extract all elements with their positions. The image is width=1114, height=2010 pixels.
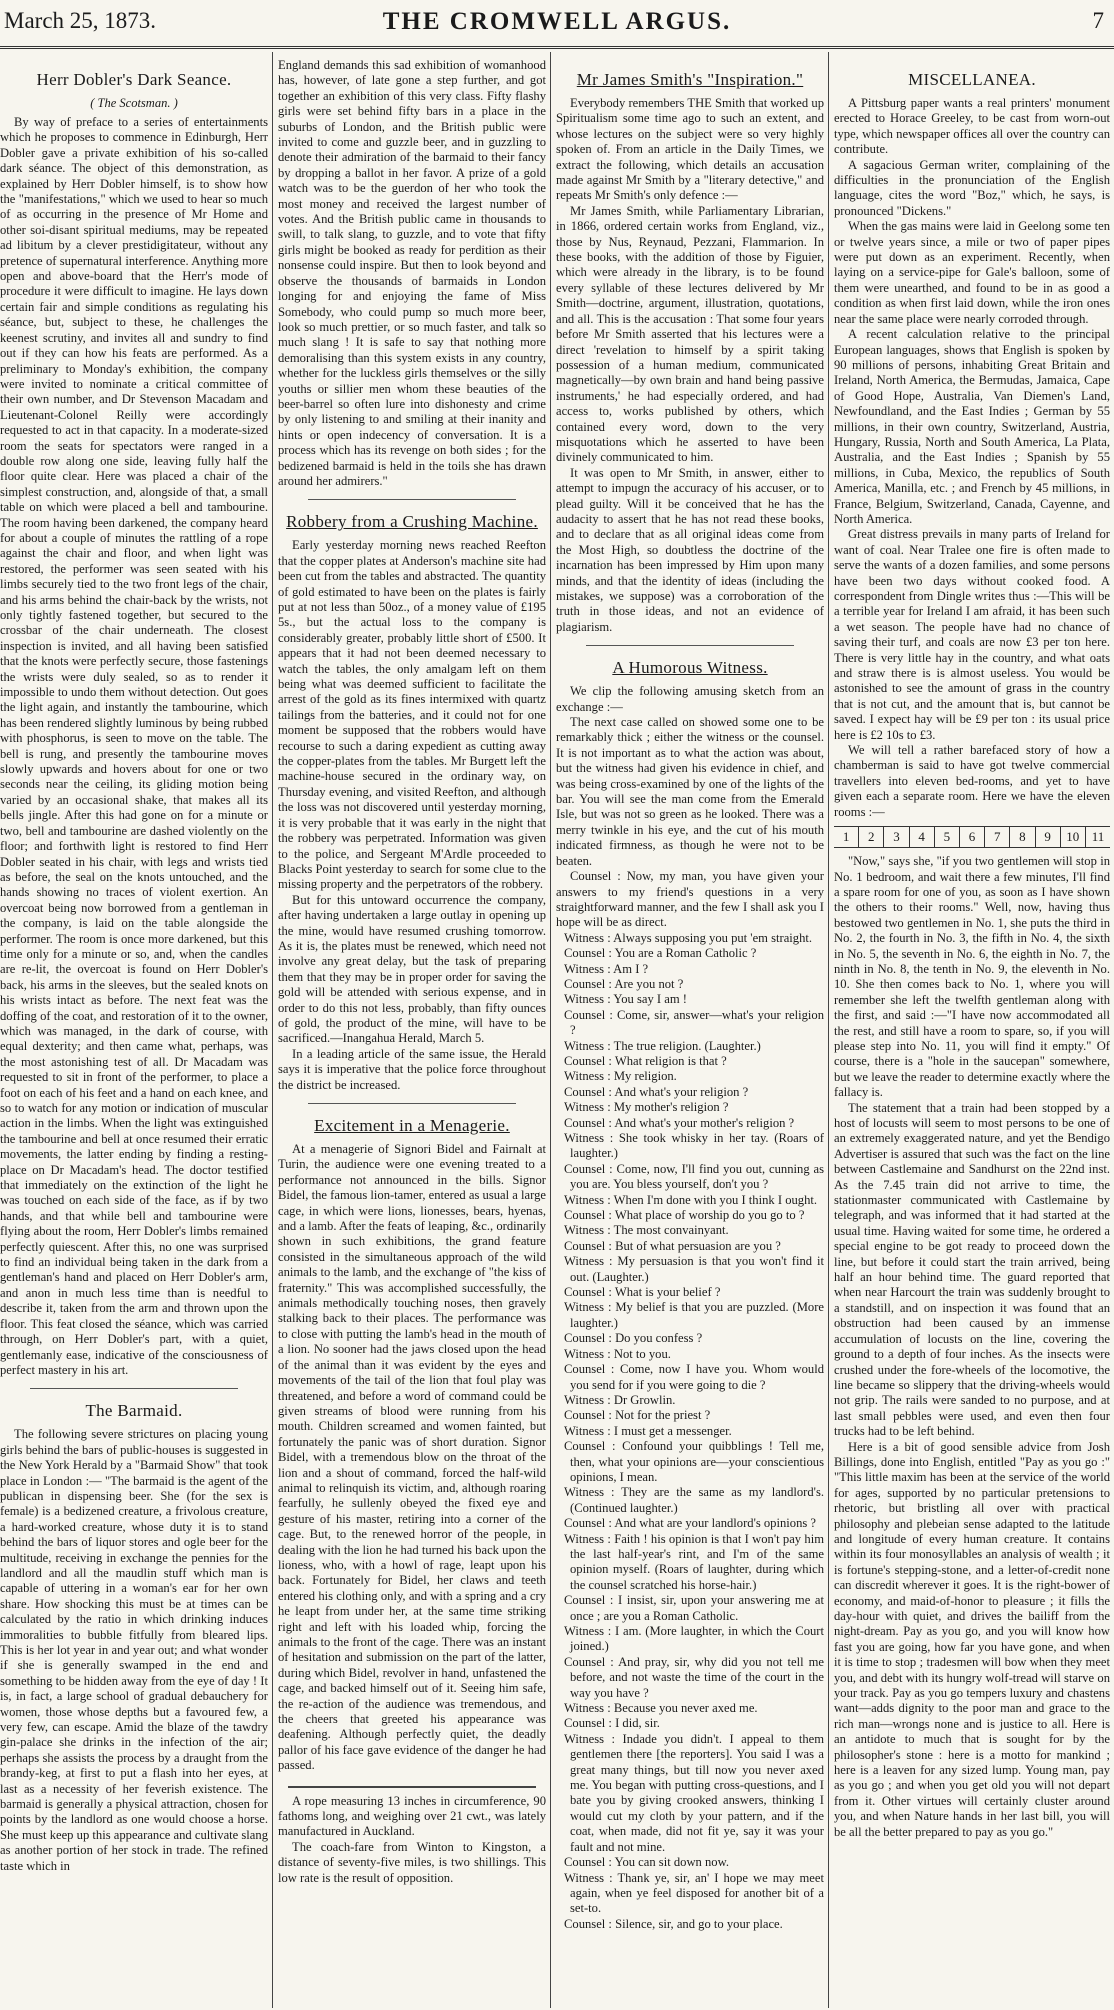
article-divider [308, 499, 516, 500]
dialogue-line: Counsel : Silence, sir, and go to your place. [564, 1916, 783, 1931]
dialogue-line: Counsel : Come, sir, answer—what's your religion ? [564, 1007, 824, 1038]
room-number: 10 [1060, 827, 1085, 847]
dialogue-line: Counsel : What is your belief ? [564, 1285, 721, 1300]
dialogue-line: Witness : Indade you didn't. I appeal to them gentlemen there [the reporters]. You said I was a great many things, but till now you never axed me. You began with putting cross-questions, and I bate you by giving crooked answers, thinking I would cut my cloth by your pattern, and if the coat, when made, did not fit ye, say it was your fault and not mine. [564, 1731, 824, 1854]
misc-item: A recent calculation relative to the principal European languages, shows that English is spoken by 90 millions of persons, inhabiting Great Britain and Ireland, North America, the Bermudas, Jamaica, Cape of Good Hope, Australia, Van Diemen's Land, Newfoundland, and the East Indies ; German by 55 millions, in their own country, Switzerland, Austria, Hungary, Russia, North and South America, La Plata, Australia, and the East Indies ; Spanish by 55 millions, in Cuba, Mexico, the republics of South America, Manilla, etc. ; and French by 45 millions, in France, Belgium, Switzerland, Canada, Cayenne, and North America. [834, 327, 1110, 526]
dialogue-line: Counsel : What place of worship do you go to ? [564, 1208, 805, 1223]
column-rule [828, 52, 829, 2008]
column-1 [0, 58, 268, 2006]
room-number-row [834, 826, 1110, 848]
column-3 [556, 58, 824, 2006]
misc-item: The statement that a train had been stopped by a host of locusts will seem to most persons to be one of an extremely exaggerated nature, and yet the Bendigo Advertiser is assured that such was the fact on the line between Castlemaine and Sandhurst on the 22nd inst. As the 7.45 train did not arrive to time, the stationmaster communicated with Castlemaine by telegraph, and was informed that it had started at the usual time. Having waited for some time, he ordered a special engine to be got ready to proceed down the line, but before it could start the train arrived, being half an hour behind time. The guard reported that when near Harcourt the train was suddenly brought to a standstill, and on inspection it was found that an obstruction had been caused by an immense accumulation of locusts on the line, covering the ground to a depth of four inches. As the insects were crushed under the fore-wheels of the locomotive, the line became so slippery that the driving-wheels would not grip. The rails were sanded to no purpose, and at last small pebbles were used, and even then four trucks had to be left behind. [834, 1100, 1110, 1439]
dialogue-line: Counsel : And pray, sir, why did you not tell me before, and not waste the time of the court in the way you have ? [564, 1654, 824, 1700]
dialogue-line: Counsel : Not for the priest ? [564, 1408, 711, 1423]
article-paragraph: In a leading article of the same issue, the Herald says it is imperative that the police force throughout the district be increased. [278, 1046, 546, 1092]
dialogue-line: Witness : Dr Growlin. [564, 1392, 676, 1407]
article-paragraph: The next case called on showed some one to be remarkably thick ; either the witness or the counsel. It is not important as to what the action was about, but the witness had given his evidence in chief, and was being cross-examined by one of the lights of the bar. You will see the man come from the Emerald Isle, but was not so green as he looked. There was a merry twinkle in his eye, and the cut of his mouth indicated firmness, as though he were not to be beaten. [556, 715, 824, 868]
dialogue-line: Counsel : I insist, sir, upon your answering me at once ; are you a Roman Catholic. [564, 1593, 824, 1623]
dialogue-line: Witness : I must get a messenger. [564, 1423, 732, 1438]
dialogue-line: Counsel : Come, now I have you. Whom would you send for if you were going to die ? [564, 1362, 824, 1392]
room-number: 8 [1009, 827, 1034, 847]
room-number: 7 [984, 827, 1009, 847]
dialogue-line: Witness : Am I ? [564, 961, 649, 976]
dialogue-line: Witness : Faith ! his opinion is that I won't pay him the last half-year's rint, and I'm of the same opinion myself. (Roars of laughter, during which the counsel scratched his horse-hair.) [564, 1531, 824, 1592]
article-title: Excitement in a Menagerie. [314, 1116, 510, 1135]
article-paragraph: By way of preface to a series of entertainments which he proposes to commence in Edinburgh, Herr Dobler gave a private exhibition of his so-called dark séance. The object of this demonstration, as explained by Herr Dobler himself, is to show how the "manifestations," which we used to hear so much of as occurring in the presence of Mr Home and other soi-disant spiritual mediums, may be repeated ad libitum by a clever prestidigitateur, without any pretence of supernatural interference. Anything more open and above-board that the Herr's mode of procedure it were difficult to imagine. He lays down certain fair and simple conditions as regulating his séance, but, subject to these, he challenges the keenest scrutiny, and invites all and sundry to find out if they can how his feats are performed. As a preliminary to Monday's exhibition, the company were invited to nominate a critical committee of their own number, and Dr Stevenson Macadam and Lieutenant-Colonel Reilly were accordingly requested to act in that capacity. In a moderate-sized room the seats for spectators were ranged in a double row along one side, leaving fully half the floor quite clear. Here was placed a chair of the simplest construction, and, alongside of that, a small table on which were placed a bell and tambourine. The room having been darkened, the company heard for about a couple of minutes the rattling of a rope against the chair and floor, and when light was restored, the performer was seen seated with his limbs securely tied to the two front legs of the chair, and his arms behind the chair-back by the wrists, not only tightly fastened together, but secured to the crossbar of the chair underneath. The closest inspection is invited, and all having been satisfied that the knots were perfectly secure, those fastenings the wrists were duly sealed, so as to render it impossible to undo them without detection. Out goes the light again, and instantly the tambourine, which has been rendered slightly luminous by being rubbed with phosphorus, is seen to move on the table. The bell is rung, and presently the tambourine moves slowly upwards and hovers about for one or two seconds near the ceiling, its gliding motion being varied by an occasional shake, that makes all its bells jingle. After this had gone on for a minute or two, bell and tambourine are dashed violently on the floor; and forthwith light is restored to find Herr Dobler seated in his chair, with legs and wrists tied as before, the seal on the knots untouched, and the hands showing no traces of violent exertion. An overcoat being now borrowed from a gentleman in the company, is laid on the table alongside the performer. The room is once more darkened, but this time only for a minute or so, and, when the candles are re-lit, the overcoat is found on Herr Dobler's back, his arms in the sleeves, but the sealed knots on his wrists intact as before. The next feat was the doffing of the coat, and restoration of it to the owner, which was managed, in the dark of course, with equal dexterity; and then came what, perhaps, was the most astonishing test of all. Dr Macadam was requested to sit in front of the performer, to place a foot on each of his feet and a hand on each knee, and so to watch for any motion or indication of muscular action in the limbs. When the light was extinguished the tambourine and bell at once resumed their erratic movements, the latter ending by finding a resting-place on Dr Macadam's head. The doctor testified that immediately on the extinction of the light he was touched on each side of the face, as if by two hands, and that while bell and tambourine were flying about the room, Herr Dobler's limbs remained perfectly quiescent. After this, no one was surprised to find an individual being taken in the dark from a gentleman's hand and placed on Herr Dobler's arm, and anon in much less time than is needful to describe it, taken from the arm and thrown upon the floor. This feat closed the séance, which was carried through, on Herr Dobler's part, with a quiet, gentlemanly ease, indicative of the consciousness of perfect mastery in his art. [0, 115, 268, 1377]
news-item: A rope measuring 13 inches in circumference, 90 fathoms long, and weighing over 21 cwt., was lately manufactured in Auckland. [278, 1793, 546, 1839]
article-paragraph: At a menagerie of Signori Bidel and Fairnalt at Turin, the audience were one evening treated to a performance not announced in the bills. Signor Bidel, the famous lion-tamer, entered as usual a large cage, in which were lions, lionesses, bears, hyenas, and a lamb. After the feats of leaping, &c., ordinarily shown in such exhibitions, the grand feature consisted in the simultaneous approach of the wild animals to the lamb, and the exchange of "the kiss of fraternity." This was accomplished successfully, the animals methodically touching noses, then gravely stalking back to their places. The performance was to close with putting the lamb's head in the mouth of a lion. No sooner had the jaws closed upon the head of the animal than it was evident by the eyes and movements of the tail of the lion that foul play was threatened, and before a word of command could be given streams of blood were running from his mouth. Children screamed and women fainted, but fortunately the panic was of short duration. Signor Bidel, with a tremendous blow on the throat of the lion and a shout of command, forced the half-wild animal to relinquish its victim, and, although roaring fearfully, he sullenly obeyed the fixed eye and gesture of his master, retiring into a corner of the cage. But, to the renewed horror of the people, in dealing with the lion he had turned his back upon the lioness, who, with a howl of rage, leapt upon his back. Fortunately for Bidel, her claws and teeth entered his clothing only, and with a spring and a cry he leapt from under her, at the same time striking right and left with his loaded whip, forcing the animals to the front of the cage. There was an instant of hesitation and submission on the part of the latter, during which Bidel, revolver in hand, unfastened the cage, and backed himself out of it. Seeing him safe, the re-action of the audience was tremendous, and the cheers that greeted his appearance was deafening. Although perfectly quiet, the deadly pallor of his face gave evidence of the danger he had passed. [278, 1142, 546, 1773]
article-paragraph: Mr James Smith, while Parliamentary Librarian, in 1866, ordered certain works from England, viz., those by Nus, Reynaud, Pezzani, Flammarion. In these books, with the addition of those by Figuier, which were already in the library, is to be found every syllable of these lectures delivered by Mr Smith—doctrine, argument, illustration, quotations, and all. This is the accusation : That some four years before Mr Smith asserted that his lectures were a direct 'revelation to himself by a spirit taking possession of a human medium, communicated magnetically—by own brain and hand being passive instruments,' he had especially ordered, and had access to, works published by others, which contained every word, down to the very misquotations which he asserted to have been divinely communicated to him. [556, 203, 824, 465]
dialogue-line: Counsel : Come, now, I'll find you out, cunning as you are. You bless yourself, don't you ? [564, 1161, 824, 1192]
dialogue-line: Witness : I am. (More laughter, in which the Court joined.) [564, 1624, 824, 1654]
masthead [0, 0, 1114, 54]
misc-items-before [834, 96, 1110, 820]
room-number: 2 [858, 827, 883, 847]
dialogue-line: Witness : My mother's religion ? [564, 1100, 729, 1115]
news-item: The coach-fare from Winton to Kingston, a distance of seventy-five miles, is two shillings. This low rate is the result of opposition. [278, 1839, 546, 1885]
article-title: The Barmaid. [85, 1401, 183, 1421]
article-paragraph: Everybody remembers THE Smith that worked up Spiritualism some time ago to such an extent, and whose lectures on the subject were so very highly spoken of. From an article in the Daily Times, we extract the following, which details an accusation made against Mr Smith by a "literary detective," and repeats Mr Smith's only defence :— [556, 96, 824, 203]
issue-date: March 25, 1873. [4, 8, 157, 33]
article-divider [308, 1103, 516, 1104]
article-title: A Humorous Witness. [612, 658, 768, 678]
room-number: 5 [934, 827, 959, 847]
misc-item: When the gas mains were laid in Geelong some ten or twelve years since, a mile or two of paper pipes were put down as an experiment. Recently, when laying on a service-pipe for Gale's balloon, some of them were unearthed, and found to be in as good a condition as when first laid down, while the iron ones near the same place were nearly corroded through. [834, 219, 1110, 326]
misc-item: Great distress prevails in many parts of Ireland for want of coal. Near Tralee one fire is often made to serve the wants of a dozen families, and some persons have been two days without cooked food. A correspondent from Dingle writes thus :—This will be a terrible year for Ireland I am afraid, it has been such a wet season. The people have had no chance of saving their turf, and coals are now £3 per ton here. There is very little hay in the country, and what oats and straw there is is almost useless. You would be astonished to see the amount of grass in the country that is not cut, and the amount that is, but cannot be saved. I expect hay will be £9 per ton : its usual price here is £2 10s to £3. [834, 527, 1110, 742]
page-number: 7 [1092, 8, 1104, 33]
newspaper-title: THE CROMWELL ARGUS. [382, 8, 732, 35]
room-number: 3 [883, 827, 908, 847]
column-rule [550, 52, 551, 2008]
dialogue-line: Witness : She took whisky in her tay. (Roars of laughter.) [564, 1131, 824, 1161]
room-number: 4 [909, 827, 934, 847]
article-paragraph: Counsel : Now, my man, you have given your answers to my friend's questions in a very straightforward manner, and the few I shall ask you I hope will be as direct. [556, 869, 824, 930]
article-divider [586, 645, 794, 646]
article-paragraph: Early yesterday morning news reached Reefton that the copper plates at Anderson's machine site had been cut from the tables and abstracted. The quantity of gold estimated to have been on the plates is fairly put at not less than 50oz., of a money value of £195 5s., but the actual loss to the company is considerably greater, probably little short of £500. It appears that it had not been deemed necessary to watch the tables, the only amalgam left on them being what was deemed sufficient to facilitate the arrest of the gold as its fines intermixed with quartz tailings from the batteries, and it could not for one moment be supposed that the robbers would have recourse to such a daring expedient as cutting away the copper-plates from the tables. Mr Burgett left the machine-house secured in the ordinary way, on Thursday evening, and visited Reefton, and although the loss was not discovered until yesterday morning, it is very probable that it was early in the night that the robbery was perpetrated. Information was given to the police, and Sergeant M'Ardle proceeded to Blacks Point yesterday to search for some clue to the missing property and the perpetrators of the robbery. [278, 538, 546, 892]
dialogue-line: Counsel : And what's your mother's religion ? [564, 1115, 795, 1130]
dialogue-line: Witness : The true religion. (Laughter.) [564, 1038, 761, 1053]
article-divider [30, 1388, 238, 1389]
dialogue-line: Counsel : What religion is that ? [564, 1053, 727, 1068]
article-paragraph: It was open to Mr Smith, in answer, either to attempt to impugn the accuracy of his accuser, or to plead guilty. Will it be conceived that he has the audacity to assert that he has not read these books, and to declare that as all original ideas come from the Most High, so doubtless the doctrine of the incarnation has been impressed by Him upon many minds, and that the identity of ideas (including the mistakes, we suppose) was a corroboration of the truth in those ideas, and not an evidence of plagiarism. [556, 465, 824, 634]
dialogue-line: Counsel : But of what persuasion are you ? [564, 1238, 781, 1253]
article-paragraph: The following severe strictures on placing young girls behind the bars of public-houses is suggested in the New York Herald by a "Barmaid Show" that took place in London :— "The barmaid is the agent of the publican in dispensing beer. She (for the sex is female) is a bedizened creature, a frivolous creature, a hard-worked creature, whose duty it is to stand behind the bars of liquor stores and ogle beer for the multitude, receiving in exchange the pennies for the landlord and all the maudlin stuff which man is capable of uttering in a woman's ear for her own share. How shocking this must be at times can be calculated by the ratio in which drinking induces immoralities to bubble fitfully from bleared lips. This is her lot year in and year out; and what wonder if she is generally swamped in the end and something to be hidden away from the eye of day ! It is, in fact, a large school of gradual debauchery for women, those whose depths but a favoured few, a very few, can escape. Amid the blaze of the tawdry gin-palace she drinks in the infection of the air; perhaps she assists the process by a draught from the brandy-keg, at first to put a flash into her eyes, at last as a necessity of her feverish existence. The barmaid is generally a physical attraction, chosen for points by the landlord as one would choose a horse. She must keep up this appearance and cultivate slang as another portion of her stock in trade. The refined taste which in [0, 1427, 268, 1873]
masthead-rule [0, 46, 1114, 49]
misc-items-after [834, 854, 1110, 1840]
room-number: 6 [959, 827, 984, 847]
room-number: 11 [1085, 827, 1110, 847]
dialogue-line: Witness : The most convainyant. [564, 1223, 729, 1238]
dialogue-line: Counsel : I did, sir. [564, 1716, 660, 1731]
column-rule [272, 52, 273, 2008]
column-4 [834, 58, 1110, 2006]
dialogue-line: Witness : Because you never axed me. [564, 1701, 758, 1716]
dialogue-line: Counsel : And what are your landlord's opinions ? [564, 1516, 817, 1531]
article-paragraph: We clip the following amusing sketch from an exchange :— [556, 684, 824, 714]
misc-item: A Pittsburg paper wants a real printers' monument erected to Horace Greeley, to be cast from worn-out type, which newspaper offices all over the country can contribute. [834, 96, 1110, 157]
dialogue-line: Witness : Not to you. [564, 1346, 671, 1361]
dialogue-line: Counsel : Confound your quibblings ! Tell me, then, what your opinions are—your conscientious opinions, I mean. [564, 1439, 824, 1484]
misc-item: We will tell a rather barefaced story of how a chamberman is said to have got twelve commercial travellers into eleven bed-rooms, and yet to have given each a separate room. Here we have the eleven rooms :— [834, 743, 1110, 819]
dialogue-line: Witness : My persuasion is that you won't find it out. (Laughter.) [564, 1254, 824, 1284]
dialogue-line: Witness : They are the same as my landlord's. (Continued laughter.) [564, 1485, 824, 1515]
misc-item: "Now," says she, "if you two gentlemen will stop in No. 1 bedroom, and wait there a few minutes, I'll find a spare room for one of you, as soon as I have shown the others to their rooms." Well, now, having thus bestowed two gentlemen in No. 1, she puts the third in No. 2, the fourth in No. 3, the fifth in No. 4, the sixth in No. 5, the seventh in No. 6, the eighth in No. 7, the ninth in No. 8, the tenth in No. 9, the eleventh in No. 10. She then comes back to No. 1, where you will remember she left the twelfth gentleman along with the first, and said :—"I have now accommodated all the rest, and still have a room to spare, so, if you will please step into No. 11, you will find it empty." Of course, there is a "hole in the saucepan" somewhere, but we leave the reader to determine exactly where the fallacy is. [834, 854, 1110, 1100]
room-number: 1 [842, 829, 850, 845]
article-title: Mr James Smith's "Inspiration." [576, 70, 804, 89]
article-source: ( The Scotsman. ) [90, 96, 178, 110]
section-title: MISCELLANEA. [908, 70, 1036, 89]
article-divider [288, 1786, 536, 1788]
dialogue-line: Counsel : Are you not ? [564, 976, 684, 991]
dialogue-line: Counsel : Do you confess ? [564, 1331, 703, 1346]
column-2 [278, 58, 546, 2006]
dialogue-line: Witness : My belief is that you are puzzled. (More laughter.) [564, 1300, 824, 1330]
dialogue-line: Counsel : And what's your religion ? [564, 1084, 749, 1099]
dialogue-line: Counsel : You are a Roman Catholic ? [564, 946, 757, 961]
article-title: Herr Dobler's Dark Seance. [36, 70, 232, 89]
dialogue-line: Witness : My religion. [564, 1069, 677, 1084]
dialogue [556, 931, 824, 1932]
dialogue-line: Witness : You say I am ! [564, 992, 687, 1007]
room-number: 9 [1035, 827, 1060, 847]
dialogue-line: Witness : Thank ye, sir, an' I hope we may meet again, when ye feel disposed for another bit of a set-to. [564, 1870, 824, 1916]
dialogue-line: Witness : Always supposing you put 'em straight. [564, 930, 813, 945]
dialogue-line: Counsel : You can sit down now. [564, 1855, 730, 1870]
dialogue-line: Witness : When I'm done with you I think I ought. [564, 1192, 818, 1207]
article-paragraph: But for this untoward occurrence the company, after having undertaken a large outlay in opening up the mine, would have resumed crushing tomorrow. As it is, the plates must be renewed, which need not involve any great delay, but the task of preparing them that they may be in proper order for saving the gold will be attended with serious expense, and in order to do this not less, probably, than fifty ounces of gold, the product of the mine, will have to be sacrificed.—Inangahua Herald, March 5. [278, 892, 546, 1046]
misc-item: A sagacious German writer, complaining of the difficulties in the pronunciation of the English language, cites the word "Boz," which, he says, is pronounced "Dickens." [834, 157, 1110, 218]
article-title: Robbery from a Crushing Machine. [286, 512, 538, 532]
article-continuation: England demands this sad exhibition of womanhood has, however, of late gone a step further, and got together an exhibition of this very class. Fifty flashy girls were set behind fifty bars in a place in the suburbs of London, and the British public were invited to come and guzzle beer, and in guzzling to denote their admiration of the barmaid to their fancy by dropping a ballot in her favor. A prize of a gold watch was to be the guerdon of her who took the most money and received the largest number of votes. And the British public came in thousands to swill, to talk slang, to guzzle, and to vote that fifty girls might be booked as ready for perdition as their nonsense could inspire. But then to look beyond and observe the thousands of barmaids in London longing for and enjoying the fame of Miss Somebody, who could pump so much more beer, look so much prettier, or so much faster, and talk so much slang ! It is safe to say that nothing more demoralising than this system exists in any country, whether for the luckless girls themselves or the silly youths or sillier men whom these beauties of the beer-barrel so often lure into dishonesty and crime by only listening to and smiling at their inanity and hints or open indecency of conversation. It is a process which has its revenge on both sides ; for the bedizened barmaid is held in the toils she has drawn around her admirers." [278, 58, 546, 488]
misc-item: Here is a bit of good sensible advice from Josh Billings, done into English, entitled "Pay as you go :" "This little maxim has been at the service of the world for ages, supported by no particular pretensions to rhetoric, but bristling all over with practical philosophy and plebeian sense adapted to the latitude and longitude of every human creature. It contains within its four monosyllables an analysis of wealth ; it is fortune's stepping-stone, and a letter-of-credit none can discredit wherever it goes. It is the right-bower of economy, and maid-of-honor to pleasure ; it fills the day-hour with quiet, and drives the bailiff from the night-dream. Pay as you go, and you will know how fast you are going, how far you have gone, and when it is time to stop ; tradesmen will bow when they meet you, and debt with its hungry wolf-tread will starve on your track. Pay as you go tempers luxury and chastens want—adds dignity to the poor man and grace to the rich man—wrongs none and is justice to all. Here is an antidote to much that is sought for by the philosopher's stone : here is a motto for mankind ; here is a leaven for any sized lump. Young man, pay as you go ; and when you get old you will not depart from it. Other virtues will certainly cluster around you, and when Nature hands in her last bill, you will be all the better prepared to pay as you go." [834, 1439, 1110, 1839]
